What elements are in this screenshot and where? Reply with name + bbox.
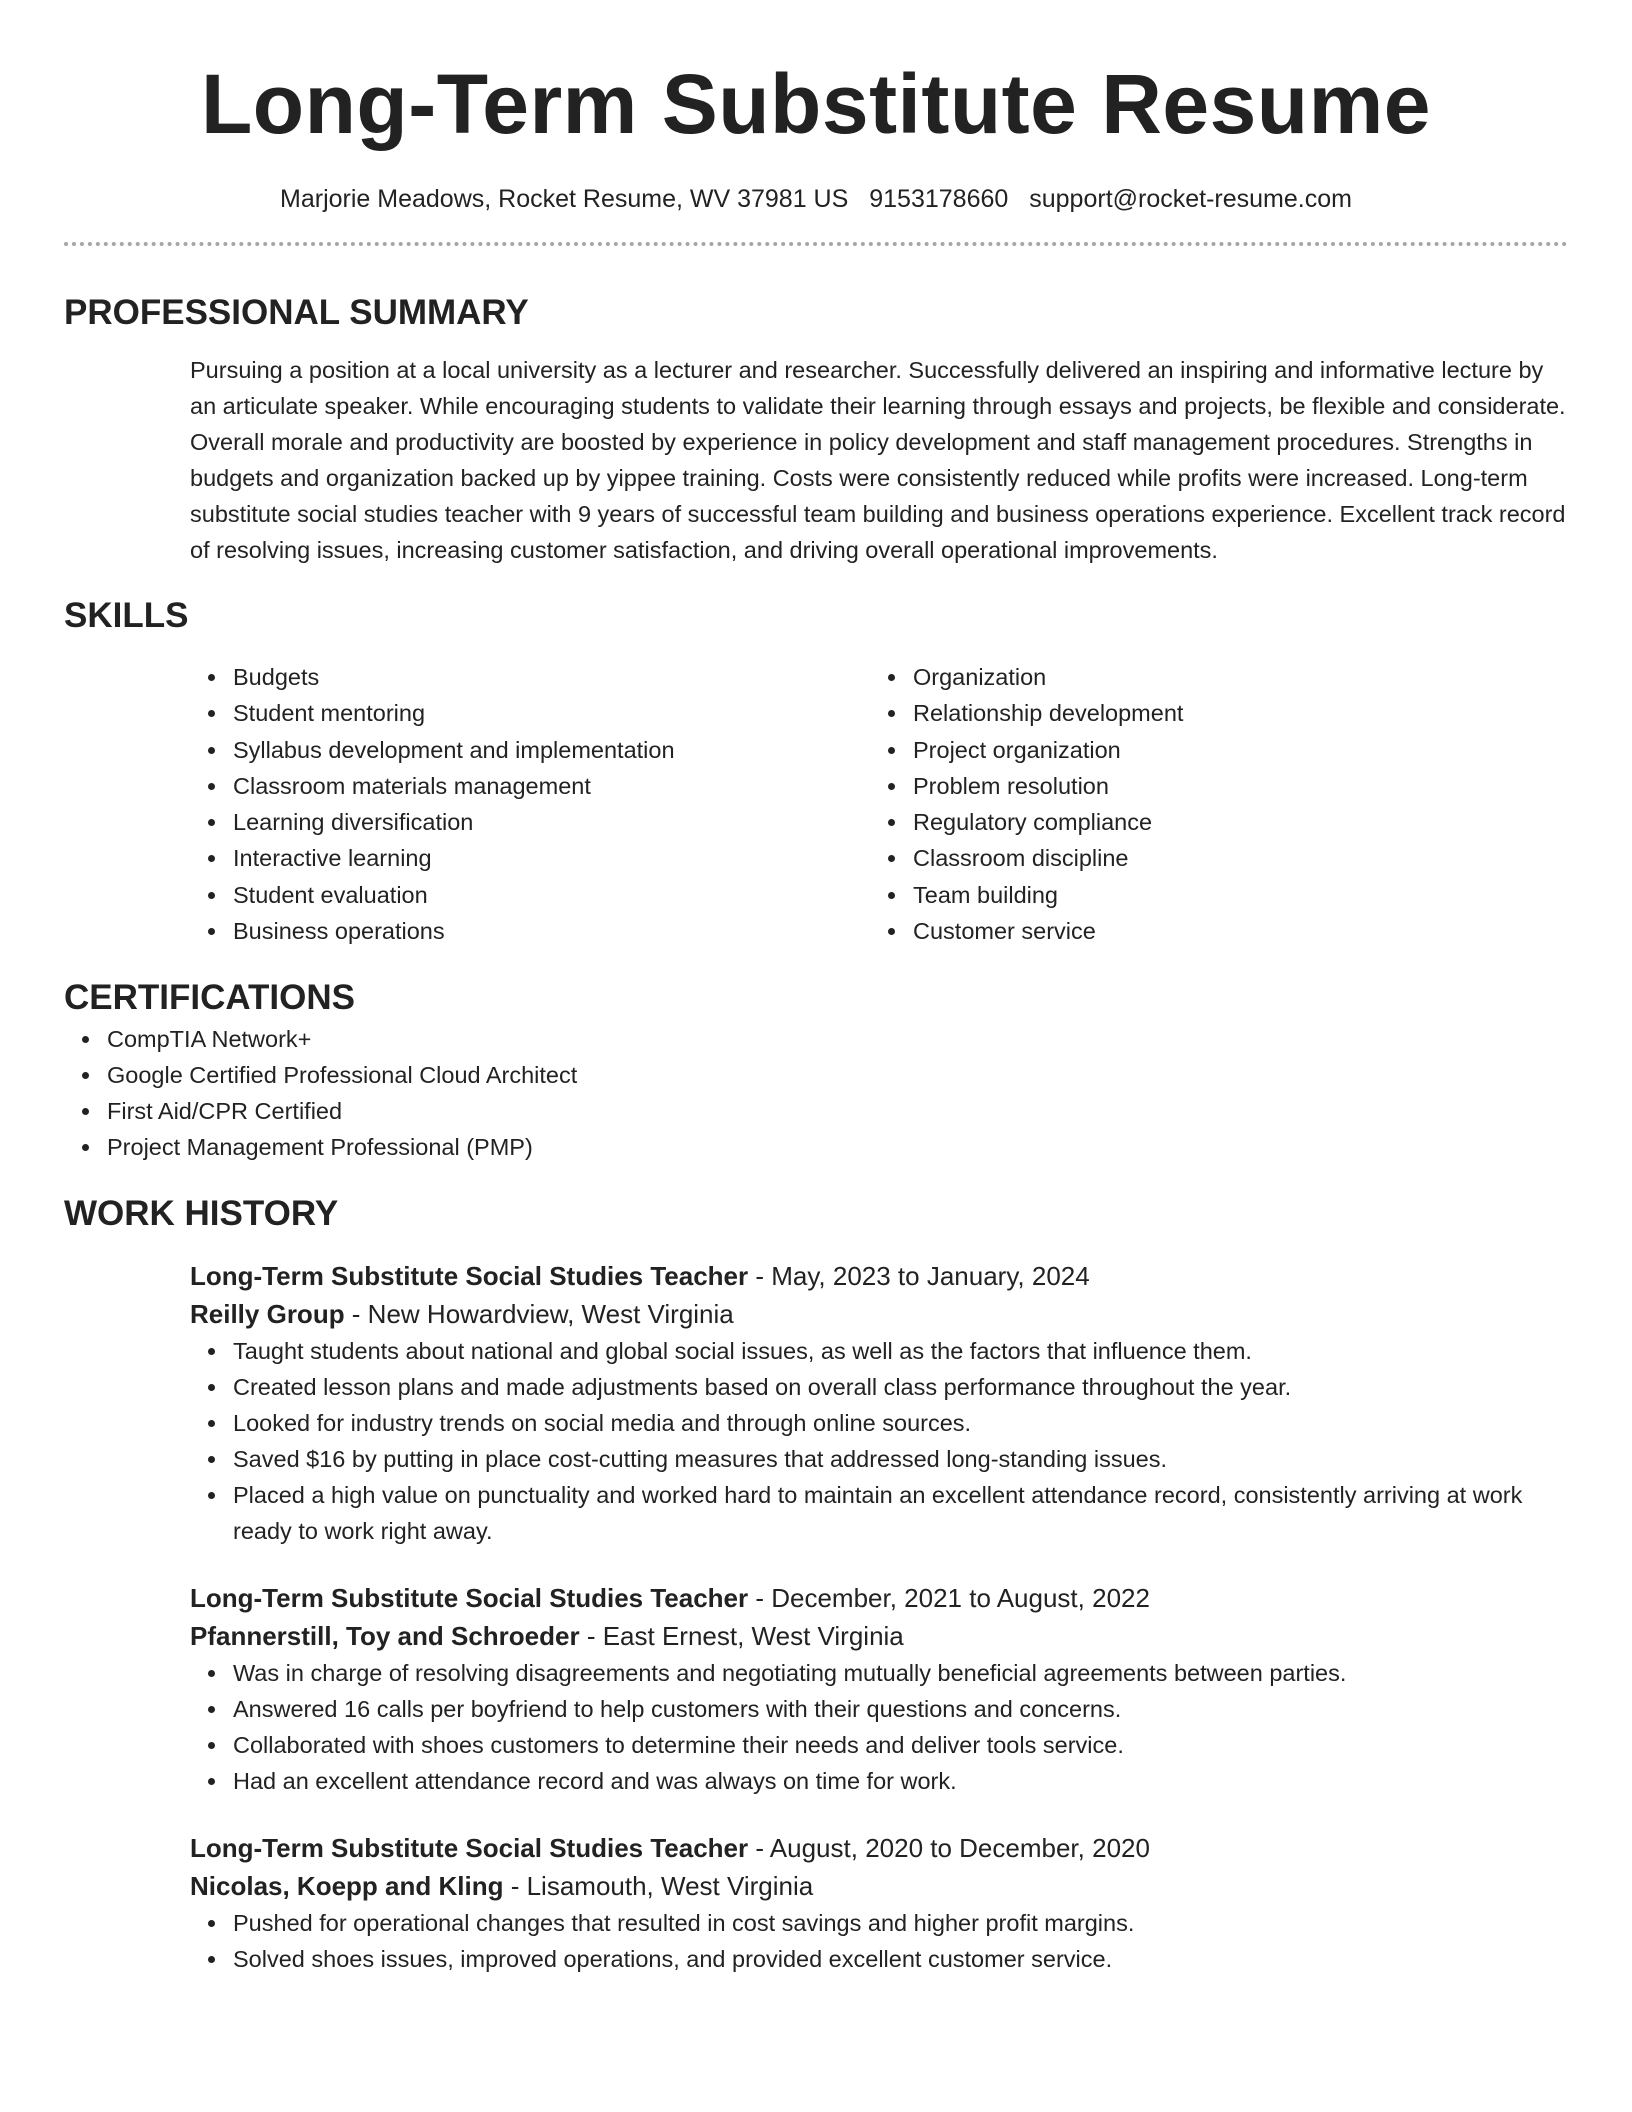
job-duty: Had an excellent attendance record and was always on time for work. [233,1763,1568,1799]
skill-item: Budgets [233,659,870,695]
skill-item: Interactive learning [233,840,870,876]
job-title: Long-Term Substitute Social Studies Teacher [190,1583,749,1614]
certification-item: Google Certified Professional Cloud Architect [107,1057,1568,1093]
certification-item: CompTIA Network+ [107,1021,1568,1057]
job-duty: Created lesson plans and made adjustments based on overall class performance throughout the year. [233,1369,1568,1405]
job-duties-list [190,1333,1568,1549]
job-title: Long-Term Substitute Social Studies Teacher [190,1261,749,1292]
job-title-line [190,1829,1568,1867]
skill-item: Student evaluation [233,877,870,913]
skill-item: Business operations [233,913,870,949]
resume-title: Long-Term Substitute Resume [200,57,1432,151]
job-duty: Placed a high value on punctuality and worked hard to maintain an excellent attendance record, consistently arriving at work ready to work right away. [233,1477,1568,1549]
job-duty: Pushed for operational changes that resulted in cost savings and higher profit margins. [233,1905,1568,1941]
job-company-line [190,1295,1568,1333]
summary-section [64,290,1568,568]
header-divider [64,242,1568,246]
job-duty: Collaborated with shoes customers to determine their needs and deliver tools service. [233,1727,1568,1763]
skills-grid [190,659,1568,949]
job-dates: - December, 2021 to August, 2022 [748,1583,1150,1614]
summary-heading: PROFESSIONAL SUMMARY [64,293,529,332]
job-location: - New Howardview, West Virginia [344,1299,734,1330]
certifications-section [64,975,1568,1165]
contact-phone: 9153178660 [869,185,1009,213]
job-entry [190,1829,1568,1977]
job-company-line [190,1867,1568,1905]
skill-item: Project organization [913,732,1550,768]
skill-item: Syllabus development and implementation [233,732,870,768]
skill-item: Team building [913,877,1550,913]
job-duty: Solved shoes issues, improved operations, and provided excellent customer service. [233,1941,1568,1977]
job-duty: Answered 16 calls per boyfriend to help customers with their questions and concerns. [233,1691,1568,1727]
skills-column-left [190,659,870,949]
skill-item: Problem resolution [913,768,1550,804]
job-duty: Was in charge of resolving disagreements and negotiating mutually beneficial agreements between parties. [233,1655,1568,1691]
job-location: - Lisamouth, West Virginia [503,1871,814,1902]
contact-email: support@rocket-resume.com [1029,185,1352,213]
job-company: Nicolas, Koepp and Kling [190,1871,504,1902]
job-company: Pfannerstill, Toy and Schroeder [190,1621,580,1652]
job-title-line [190,1579,1568,1617]
summary-text: Pursuing a position at a local university as a lecturer and researcher. Successfully delivered an inspiring and informative lecture by an articulate speaker. While encouraging students to validate their learning through essays and projects, be flexible and considerate. Overall morale and productivity are boosted by experience in policy development and staff management procedures. Strengths in budgets and organization backed up by yippee training. Costs were consistently reduced while profits were increased. Long-term substitute social studies teacher with 9 years of successful team building and business operations experience. Excellent track record of resolving issues, increasing customer satisfaction, and driving overall operational improvements. [190,357,1566,563]
job-company: Reilly Group [190,1299,345,1330]
job-duties-list [190,1655,1568,1799]
work-history-section [64,1191,1568,1977]
job-duty: Saved $16 by putting in place cost-cutting measures that addressed long-standing issues. [233,1441,1568,1477]
job-title: Long-Term Substitute Social Studies Teacher [190,1833,749,1864]
job-entry [190,1257,1568,1549]
job-dates: - May, 2023 to January, 2024 [748,1261,1090,1292]
skill-item: Relationship development [913,695,1550,731]
certifications-list [64,1021,1568,1165]
job-duties-list [190,1905,1568,1977]
job-entry [190,1579,1568,1799]
skill-item: Organization [913,659,1550,695]
job-duty: Taught students about national and global social issues, as well as the factors that influence them. [233,1333,1568,1369]
certifications-heading: CERTIFICATIONS [64,978,356,1018]
skill-item: Classroom materials management [233,768,870,804]
certification-item: Project Management Professional (PMP) [107,1129,1568,1165]
skill-item: Learning diversification [233,804,870,840]
skills-column-right [870,659,1550,949]
job-company-line [190,1617,1568,1655]
skills-section [64,593,1568,949]
skill-item: Classroom discipline [913,840,1550,876]
resume-page [64,0,1568,1977]
work-history-heading: WORK HISTORY [64,1194,339,1234]
certification-item: First Aid/CPR Certified [107,1093,1568,1129]
skill-item: Student mentoring [233,695,870,731]
skill-item: Customer service [913,913,1550,949]
job-duty: Looked for industry trends on social media and through online sources. [233,1405,1568,1441]
job-title-line [190,1257,1568,1295]
skill-item: Regulatory compliance [913,804,1550,840]
contact-address: Marjorie Meadows, Rocket Resume, WV 37981 US [280,185,849,213]
contact-line [64,182,1568,216]
job-dates: - August, 2020 to December, 2020 [748,1833,1150,1864]
skills-heading: SKILLS [64,596,189,635]
job-location: - East Ernest, West Virginia [579,1621,904,1652]
